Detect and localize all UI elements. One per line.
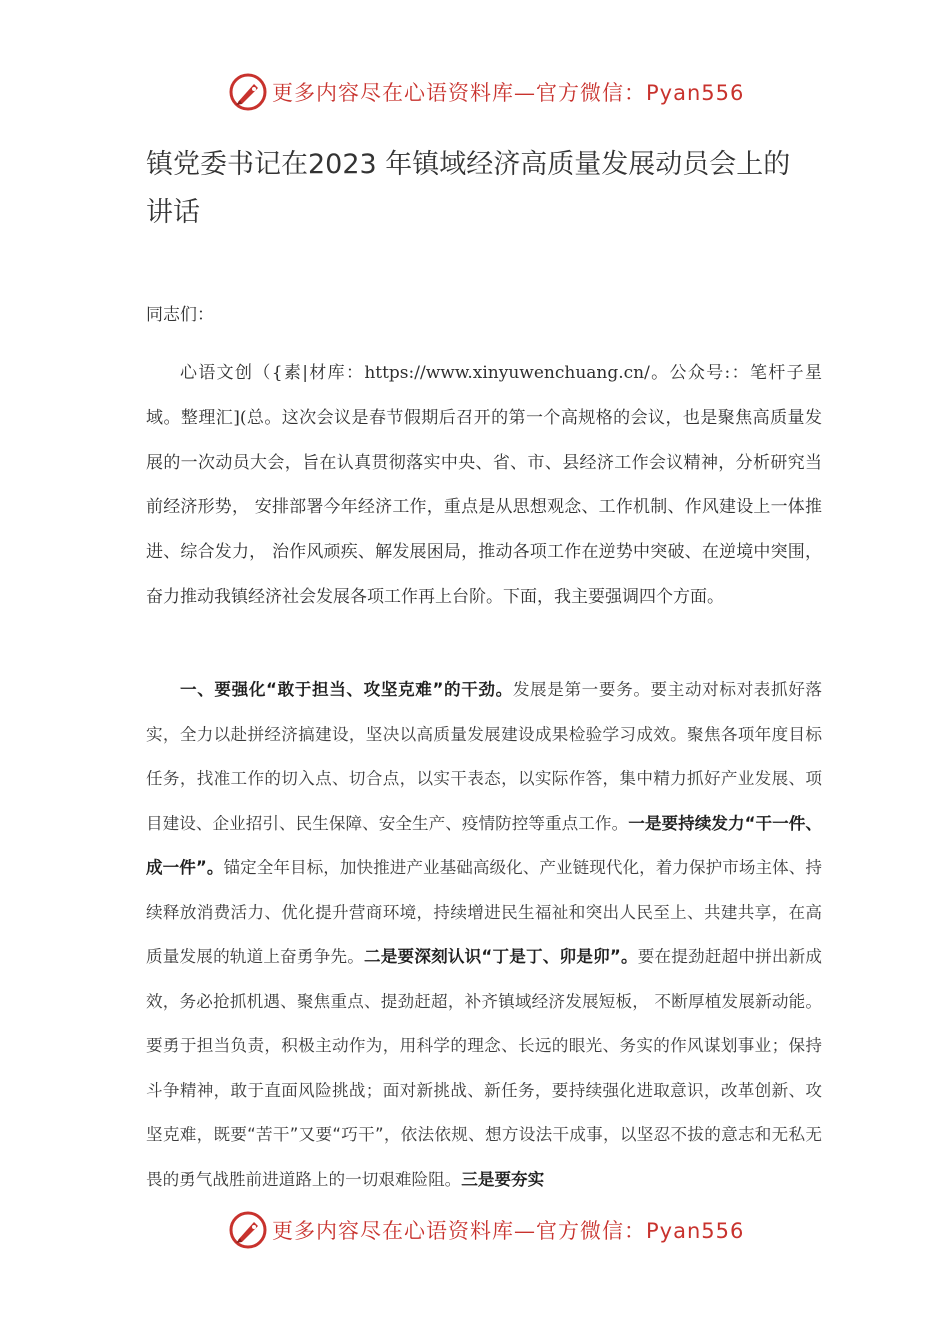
footer-banner [228, 1208, 748, 1252]
pen-logo-icon [228, 1210, 268, 1250]
banner-text: 更多内容尽在心语资料库—官方微信：Pyan556 [272, 1219, 745, 1243]
section-intro: 发展是第一要务。要主动对标对表抓好落实，全力以赴拼经济搞建设，坚决以高质量发展建设成果检验学习成效。聚焦各项年度目标任务，找准工作的切入点、切合点，以实干表态，以实际作答，集中精力抓好产业发展、项目建设、企业招引、民生保障、安全生产、疫情防控等重点工作。 [146, 680, 823, 833]
point-three-heading: 三是要夯实 [461, 1169, 545, 1189]
pen-logo-icon [228, 72, 268, 112]
intro-paragraph: 心语文创（{素|材库：https://www.xinyuwenchuang.cn/。公众号:：笔杆子星域。整理汇](总。这次会议是春节假期后召开的第一个高规格的会议，也是聚焦高质量发展的一次动员大会，旨在认真贯彻落实中央、省、市、县经济工作会议精神，分析研究当前经济形势， 安排部署今年经济工作，重点是从思想观念、工作机制、作风建设上一体推进、综合发力， 治作风顽疾、解发展困局，推动各项工作在逆势中突破、在逆境中突围，奋力推动我镇经济社会发展各项工作再上台阶。下面，我主要强调四个方面。 [146, 363, 822, 607]
document-title: 镇党委书记在2023 年镇域经济高质量发展动员会上的讲话 [146, 149, 791, 228]
salutation: 同志们： [146, 305, 214, 325]
point-one-text: 锚定全年目标，加快推进产业基础高级化、产业链现代化，着力保护市场主体、持续释放消费活力、优化提升营商环境，持续增进民生福祉和突出人民至上、共建共享，在高质量发展的轨道上奋勇争先。 [146, 858, 823, 966]
section-heading: 一、要强化“敢于担当、攻坚克难”的干劲。 [180, 680, 513, 699]
point-one-heading: 一是要持续发力“干一件、成一件”。 [146, 813, 823, 877]
point-two-text: 要在提劲赶超中拼出新成效，务必抢抓机遇、聚焦重点、提劲赶超，补齐镇域经济发展短板， 不断厚植发展新动能。要勇于担当负责，积极主动作为，用科学的理念、长远的眼光、务实的作风谋划事业；保持斗争精神，敢于直面风险挑战；面对新挑战、新任务，要持续强化进取意识，改革创新、攻坚克难，既要“苦干”又要“巧干”，依法依规、想方设法干成事，以坚忍不拔的意志和无私无畏的勇气战胜前进道路上的一切艰难险阻。 [146, 947, 823, 1189]
point-two-heading: 二是要深刻认识“丁是丁、卯是卯”。 [364, 947, 638, 966]
banner-text: 更多内容尽在心语资料库—官方微信：Pyan556 [272, 81, 745, 105]
header-banner [228, 70, 748, 114]
section-one-paragraph [146, 668, 822, 1202]
